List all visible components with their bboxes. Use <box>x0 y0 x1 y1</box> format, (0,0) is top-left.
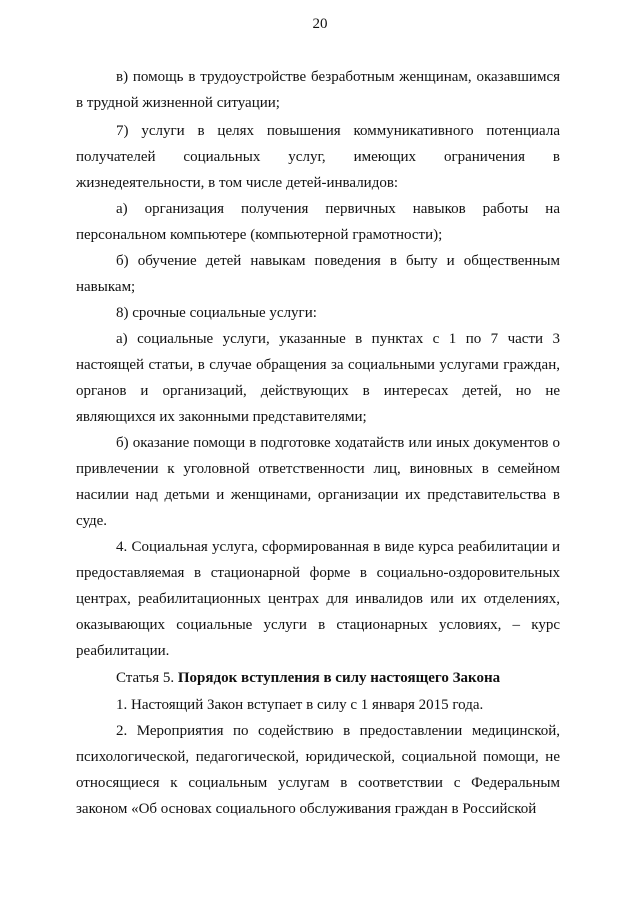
article-title: Порядок вступления в силу настоящего Закона <box>177 670 501 686</box>
paragraph-behavior-skills: б) обучение детей навыкам поведения в быту и общественным навыкам; <box>76 253 560 295</box>
paragraph-legal-assistance: б) оказание помощи в подготовке ходатайств или иных документов о привлечении к уголовной ответственности лиц, виновных в семейном насилии над детьми и женщинами, организации их представительства в суде. <box>76 435 560 529</box>
paragraph-assistance-measures: 2. Мероприятия по содействию в предоставлении медицинской, психологической, педагогической, юридической, социальной помощи, не относящиеся к социальным услугам в соответствии с Федеральным законом «Об основах социального обслуживания граждан в Российской <box>76 723 560 817</box>
article-label: Статья 5. <box>116 670 175 686</box>
document-body <box>76 64 560 822</box>
paragraph-communication-services: 7) услуги в целях повышения коммуникативного потенциала получателей социальных услуг, имеющих ограничения в жизнедеятельности, в том числе детей-инвалидов: <box>76 123 560 191</box>
paragraph-computer-literacy: а) организация получения первичных навыков работы на персональном компьютере (компьютерной грамотности); <box>76 201 560 243</box>
paragraph-urgent-services: 8) срочные социальные услуги: <box>116 305 317 321</box>
paragraph-social-services-requests: а) социальные услуги, указанные в пунктах с 1 по 7 части 3 настоящей статьи, в случае обращения за социальными услугами граждан, органов и организаций, действующих в интересах детей, но не являющихся их законными представителями; <box>76 331 560 425</box>
article-heading <box>76 664 560 692</box>
page-number: 20 <box>312 16 328 32</box>
paragraph-effective-date: 1. Настоящий Закон вступает в силу с 1 января 2015 года. <box>116 697 484 713</box>
paragraph-rehabilitation-course: 4. Социальная услуга, сформированная в виде курса реабилитации и предоставляемая в стационарной форме в социально-оздоровительных центрах, реабилитационных центрах для инвалидов или их отделениях, оказывающих социальные услуги в стационарных условиях, – курс реабилитации. <box>76 539 560 659</box>
paragraph-employment-assistance: в) помощь в трудоустройстве безработным женщинам, оказавшимся в трудной жизненной ситуации; <box>76 69 560 111</box>
